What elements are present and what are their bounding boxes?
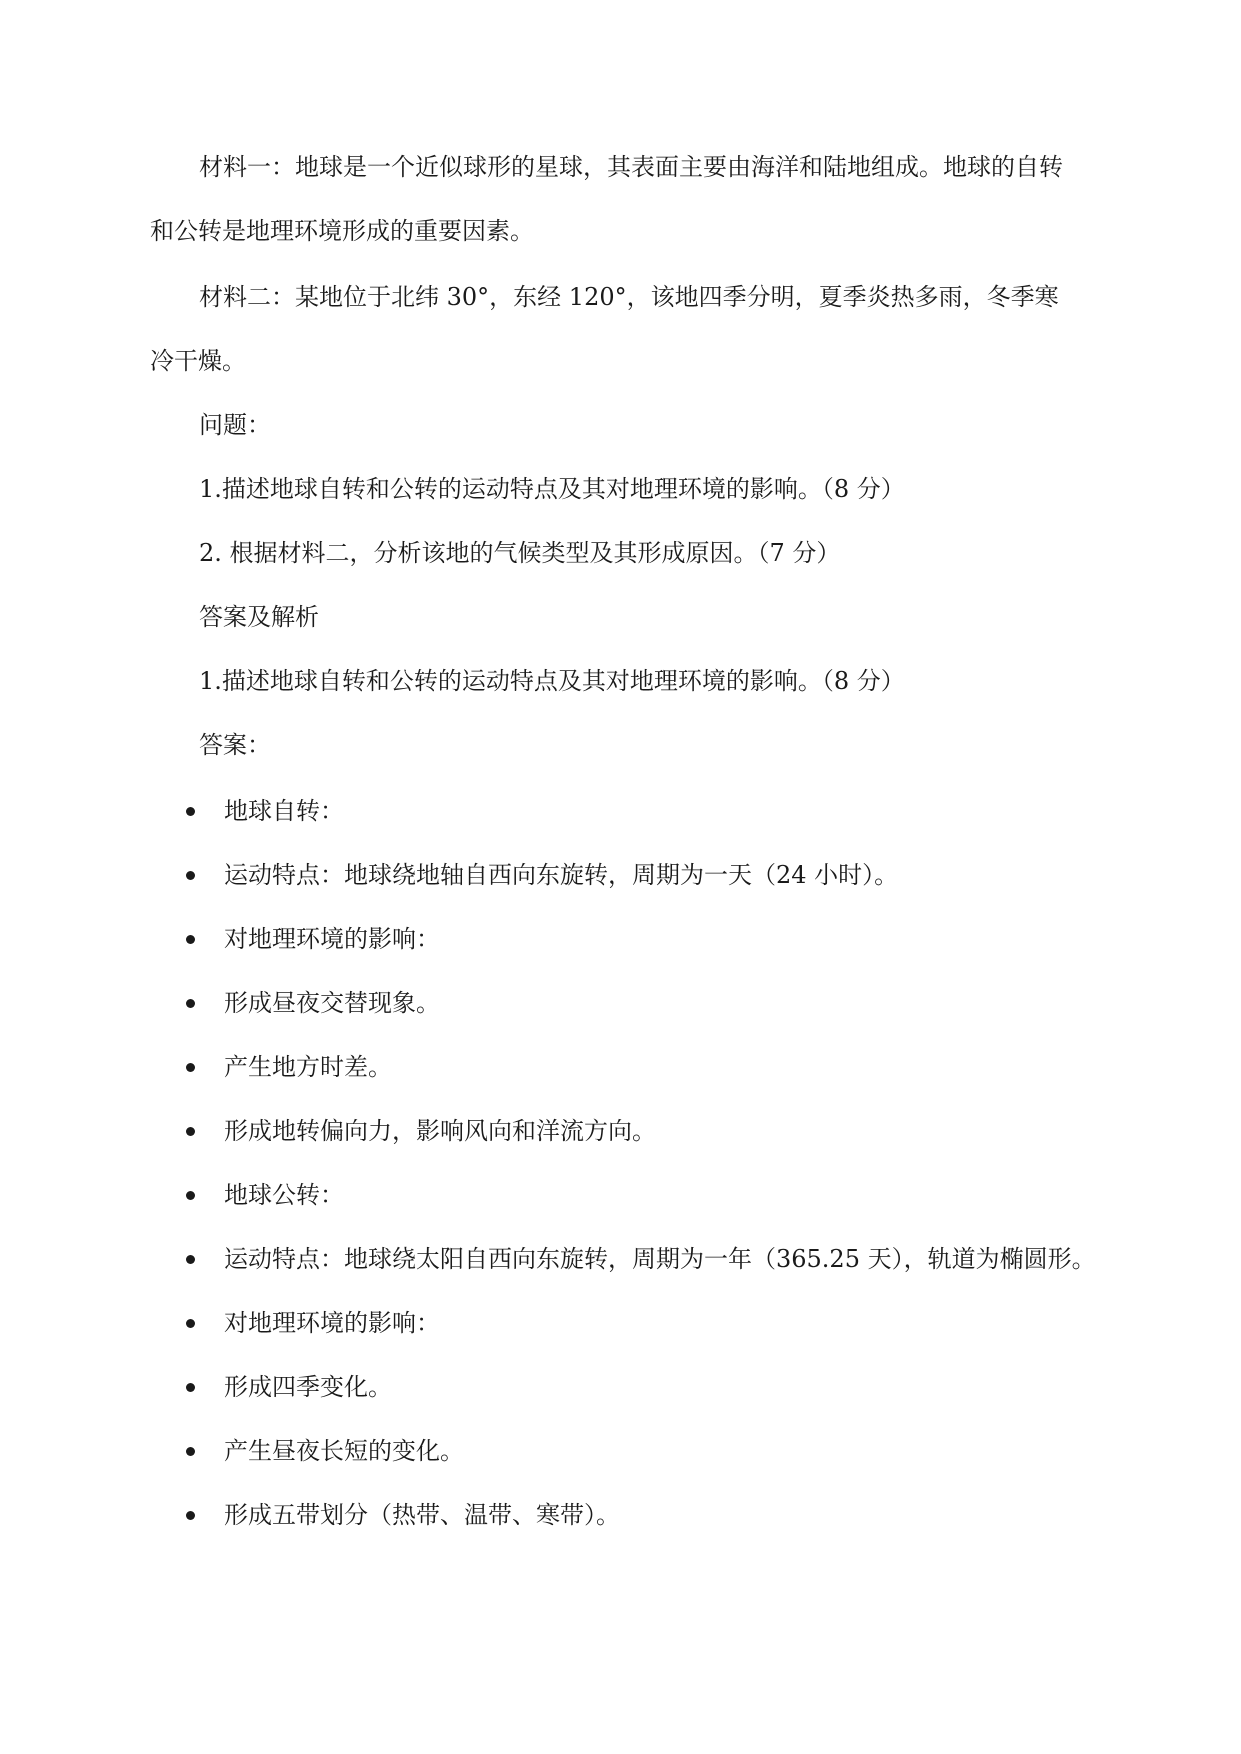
material-1-line-2: 和公转是地理环境形成的重要因素。	[150, 217, 534, 245]
bullet-icon	[186, 1511, 195, 1520]
bullet-icon	[186, 1191, 195, 1200]
bullet-icon	[186, 935, 195, 944]
material-2-line-2: 冷干燥。	[150, 347, 246, 375]
question-1: 1.描述地球自转和公转的运动特点及其对地理环境的影响。（8 分）	[199, 475, 905, 503]
bullet-icon	[186, 1063, 195, 1072]
list-item-text: 产生地方时差。	[224, 1053, 392, 1081]
list-item-text: 运动特点：地球绕地轴自西向东旋转，周期为一天（24 小时）。	[224, 861, 899, 889]
list-item-text: 形成四季变化。	[224, 1373, 392, 1401]
material-1-line-1: 材料一：地球是一个近似球形的星球，其表面主要由海洋和陆地组成。地球的自转	[199, 153, 1063, 181]
bullet-icon	[186, 807, 195, 816]
bullet-icon	[186, 1319, 195, 1328]
list-item-text: 地球自转：	[224, 797, 344, 825]
bullet-icon	[186, 1383, 195, 1392]
list-item-text: 形成昼夜交替现象。	[224, 989, 440, 1017]
bullet-icon	[186, 871, 195, 880]
list-item-text: 对地理环境的影响：	[224, 1309, 440, 1337]
list-item-text: 地球公转：	[224, 1181, 344, 1209]
bullet-icon	[186, 999, 195, 1008]
bullet-icon	[186, 1127, 195, 1136]
list-item-text: 形成地转偏向力，影响风向和洋流方向。	[224, 1117, 656, 1145]
answer-question-1: 1.描述地球自转和公转的运动特点及其对地理环境的影响。（8 分）	[199, 667, 905, 695]
list-item-text: 对地理环境的影响：	[224, 925, 440, 953]
list-item-text: 形成五带划分（热带、温带、寒带）。	[224, 1501, 620, 1529]
answer-label: 答案：	[199, 731, 271, 759]
bullet-icon	[186, 1255, 195, 1264]
questions-heading: 问题：	[199, 411, 271, 439]
question-2: 2. 根据材料二，分析该地的气候类型及其形成原因。（7 分）	[199, 539, 841, 567]
material-2-line-1: 材料二：某地位于北纬 30°，东经 120°，该地四季分明，夏季炎热多雨，冬季寒	[199, 283, 1059, 311]
list-item-text: 运动特点：地球绕太阳自西向东旋转，周期为一年（365.25 天），轨道为椭圆形。	[224, 1245, 1096, 1273]
list-item-text: 产生昼夜长短的变化。	[224, 1437, 464, 1465]
bullet-icon	[186, 1447, 195, 1456]
answers-heading: 答案及解析	[199, 603, 319, 631]
